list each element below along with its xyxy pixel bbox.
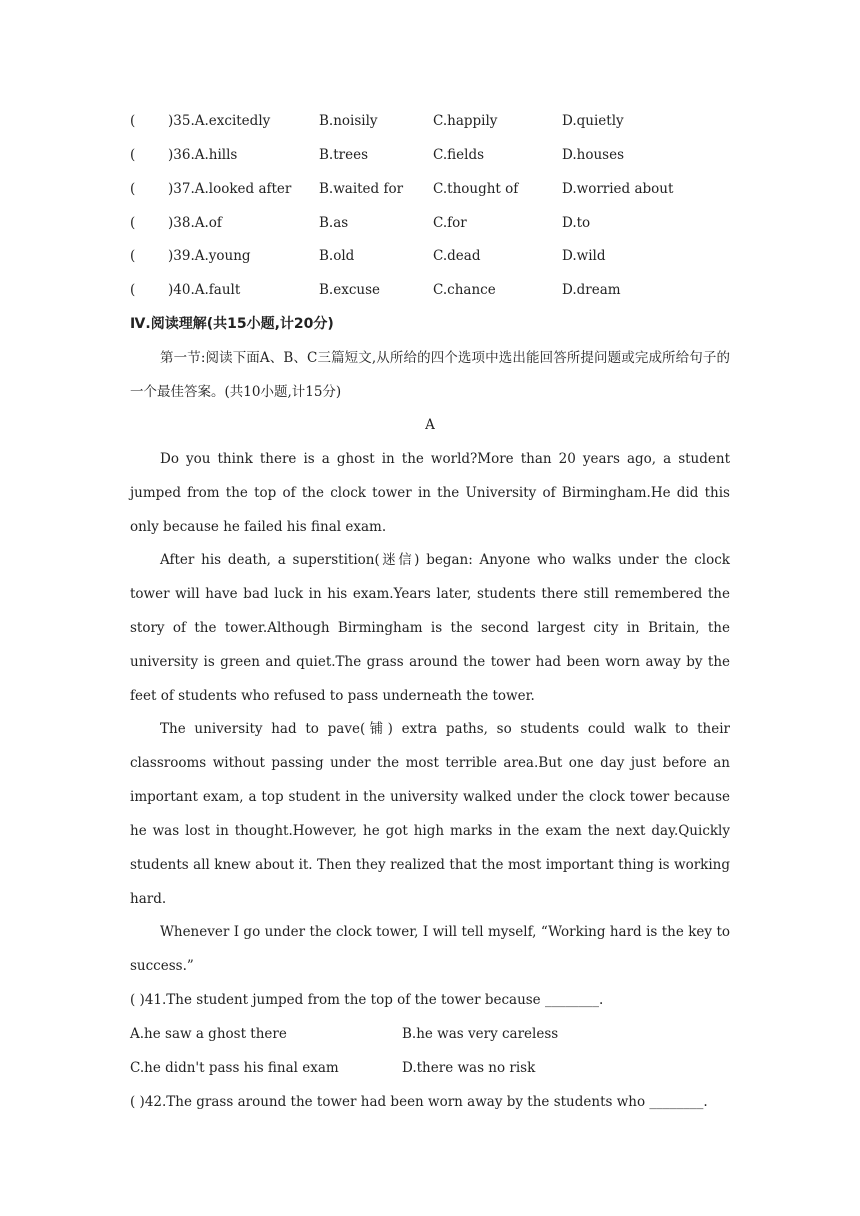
option-c: C.fields xyxy=(433,147,485,163)
option-c: C.happily xyxy=(433,113,498,129)
option-b: B.old xyxy=(319,248,355,264)
question-41-option-d: D.there was no risk xyxy=(402,1060,536,1076)
answer-blank: ( xyxy=(130,113,136,129)
passage-paragraph-4: Whenever I go under the clock tower, I will tell myself, “Working hard is the key to success.” xyxy=(130,924,730,974)
option-c: C.dead xyxy=(433,248,481,264)
option-a: )35.A.excitedly xyxy=(168,113,271,129)
passage-label: A xyxy=(425,417,435,433)
answer-blank: ( xyxy=(130,248,136,264)
option-d: D.quietly xyxy=(562,113,624,129)
passage-paragraph-3: The university had to pave(铺) extra paths, so students could walk to their classrooms without passing under the most terrible area.But one day just before an important exam, a top student in the university walked under the clock tower because he was lost in thought.However, he got high marks in the exam the next day.Quickly students all knew about it. Then they realized that the most important thing is working hard. xyxy=(130,721,730,907)
question-41-option-b: B.he was very careless xyxy=(402,1026,559,1042)
option-b: B.as xyxy=(319,215,349,231)
passage-paragraph-1: Do you think there is a ghost in the world?More than 20 years ago, a student jumped from the top of the clock tower in the University of Birmingham.He did this only because he failed his final exam. xyxy=(130,451,730,535)
section-instruction: 第一节:阅读下面A、B、C三篇短文,从所给的四个选项中选出能回答所提问题或完成所给句子的一个最佳答案。(共10小题,计15分) xyxy=(130,350,730,400)
option-d: D.houses xyxy=(562,147,624,163)
option-a: )39.A.young xyxy=(168,248,251,264)
option-a: )38.A.of xyxy=(168,215,222,231)
option-d: D.wild xyxy=(562,248,606,264)
option-c: C.for xyxy=(433,215,467,231)
option-d: D.to xyxy=(562,215,591,231)
option-c: C.chance xyxy=(433,282,496,298)
passage-paragraph-2: After his death, a superstition(迷信) began: Anyone who walks under the clock tower will have bad luck in his exam.Years later, students there still remembered the story of the tower.Although Birmingham is the second largest city in Britain, the university is green and quiet.The grass around the tower had been worn away by the feet of students who refused to pass underneath the tower. xyxy=(130,552,730,704)
option-b: B.noisily xyxy=(319,113,378,129)
option-a: )40.A.fault xyxy=(168,282,241,298)
option-d: D.worried about xyxy=(562,181,674,197)
option-c: C.thought of xyxy=(433,181,519,197)
option-d: D.dream xyxy=(562,282,621,298)
question-41-option-c: C.he didn't pass his final exam xyxy=(130,1060,339,1076)
answer-blank: ( xyxy=(130,282,136,298)
section-heading: Ⅳ.阅读理解(共15小题,计20分) xyxy=(130,316,334,332)
answer-blank: ( xyxy=(130,181,136,197)
question-41-stem: ( )41.The student jumped from the top of the tower because ________. xyxy=(130,992,604,1008)
option-b: B.excuse xyxy=(319,282,380,298)
option-b: B.trees xyxy=(319,147,368,163)
answer-blank: ( xyxy=(130,215,136,231)
option-a: )37.A.looked after xyxy=(168,181,292,197)
option-b: B.waited for xyxy=(319,181,404,197)
question-42-stem: ( )42.The grass around the tower had been worn away by the students who ________. xyxy=(130,1094,708,1110)
answer-blank: ( xyxy=(130,147,136,163)
question-41-option-a: A.he saw a ghost there xyxy=(130,1026,287,1042)
option-a: )36.A.hills xyxy=(168,147,238,163)
